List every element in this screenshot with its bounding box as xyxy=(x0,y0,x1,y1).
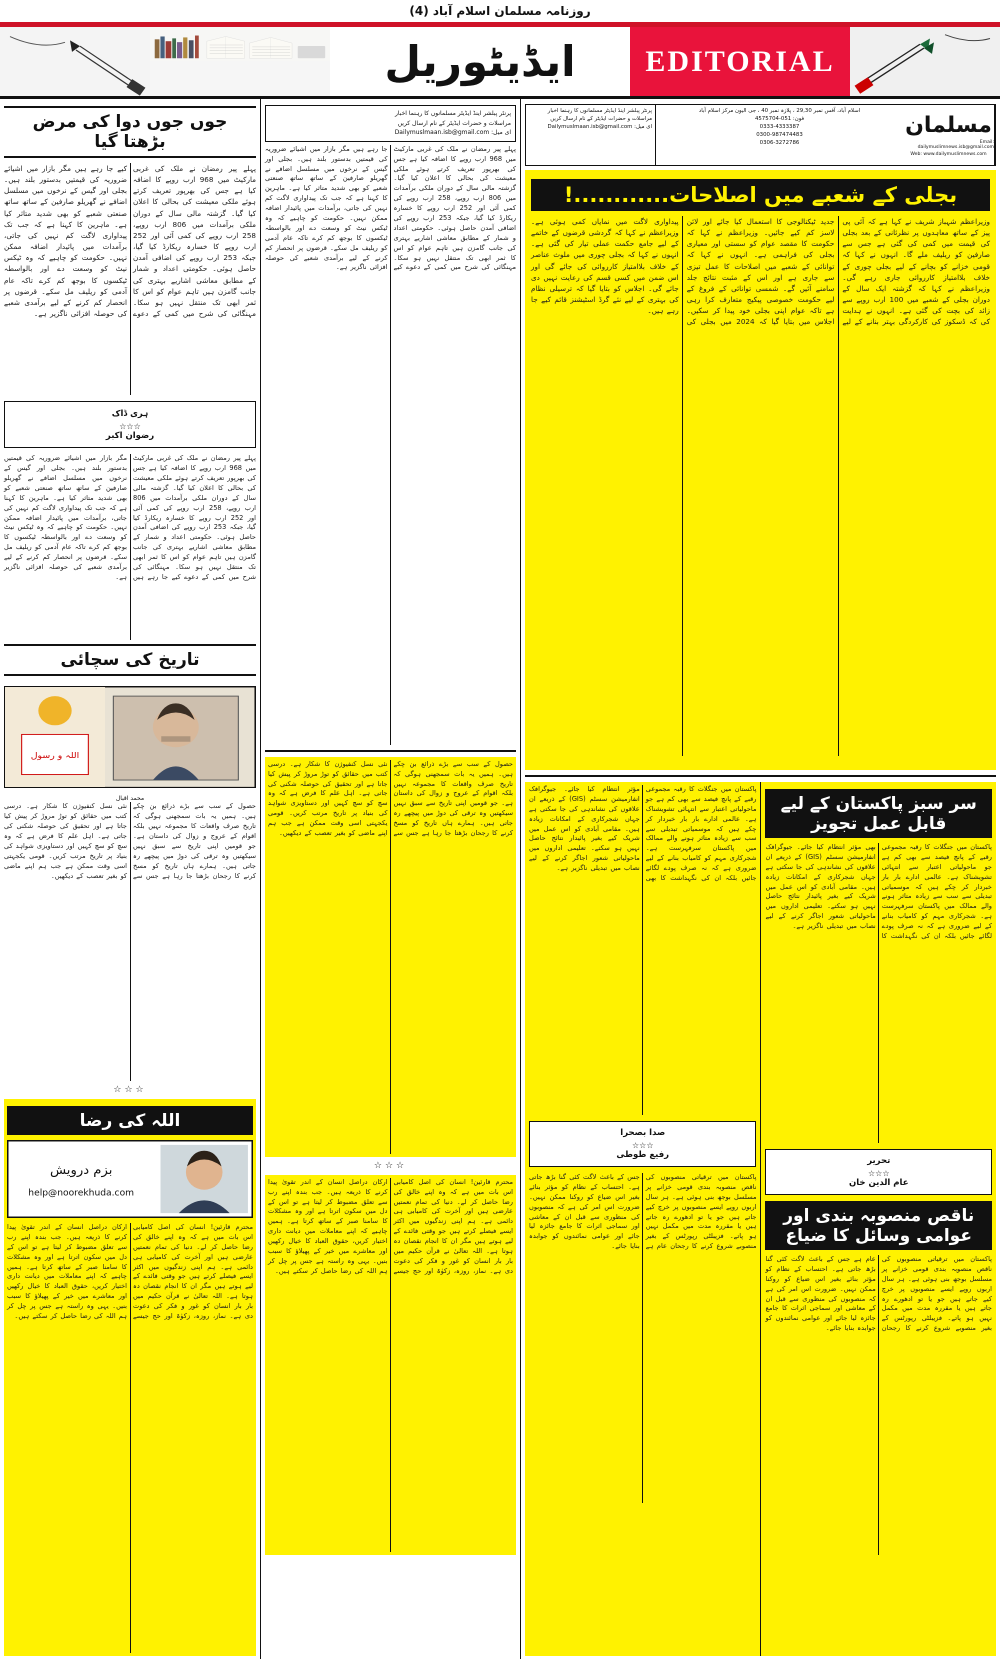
masthead-web: Web: www.dailymuslimnews.com xyxy=(910,152,987,157)
column-cyber-left xyxy=(525,782,760,1656)
allah-author-photo xyxy=(7,1140,253,1218)
history-photo-caption: محمد اقبال xyxy=(115,795,145,803)
contact-ad-line-3: ای میل: Dailymuslmaan.isb@gmail.com xyxy=(394,129,511,137)
electricity-headline: بجلی کے شعبے میں اصلاحات............! xyxy=(531,179,990,211)
electricity-body: وزیراعظم شہباز شریف نے کہا ہے کہ آئی پی پیز کے ساتھ معاہدوں پر نظرثانی کے بعد بجلی کی قیمت میں کمی کی گئی ہے جس سے صارفین کو ریلیف ملے گا۔ انہوں نے کہا کہ قومی خزانے کو بچانے کے لیے بجلی چوری کے خلاف بلاامتیاز کارروائی جاری رہے گی۔ وزیراعظم نے کہا کہ گزشتہ ایک سال کے دوران بجلی کے شعبے میں 100 ارب روپے سے زائد کی بچت کی گئی ہے۔ انہوں نے ہدایت کی کہ ڈسکوز کی کارکردگی بہتر بنانے کے لیے جدید ٹیکنالوجی کا استعمال کیا جائے اور لائن لاسز کم کیے جائیں۔ وزیراعظم نے کہا کہ حکومت کا مقصد عوام کو سستی اور معیاری بجلی کی فراہمی ہے۔ انہوں نے کہا کہ توانائی کے شعبے میں اصلاحات کا عمل تیزی سے جاری ہے اور اس کے مثبت نتائج جلد سامنے آئیں گے۔ شمسی توانائی کے فروغ کے لیے حکومت خصوصی پیکیج متعارف کرا رہی ہے تاکہ عوام اپنی بجلی خود پیدا کر سکیں۔ اجلاس میں بتایا گیا کہ 2024 میں بجلی کی پیداواری لاگت میں نمایاں کمی ہوئی ہے۔ وزیراعظم نے کہا کہ گردشی قرضوں کے خاتمے کے لیے جامع حکمت عملی تیار کی گئی ہے۔ انہوں نے کہا کہ بجلی چوری میں ملوث عناصر کے خلاف بلاامتیاز کارروائی کی جائے گی اور اس ضمن میں کسی قسم کی رعایت نہیں دی جائے گی۔ اجلاس کو بتایا گیا کہ ترسیلی نظام کی بہتری کے لیے نئے گرڈ اسٹیشنز قائم کیے جا رہے ہیں۔ xyxy=(531,217,990,327)
masthead-logo-text: مسلمان xyxy=(905,113,992,138)
history-headline: تاریخ کی سچائی xyxy=(4,644,256,676)
planning-body-continued: پاکستان میں ترقیاتی منصوبوں کی ناقص منصوبہ بندی قومی خزانے پر مسلسل بوجھ بنی ہوئی ہے۔ ہر سال اربوں روپے ایسے منصوبوں پر خرچ کیے جاتے ہیں جو یا تو ادھورے رہ جاتے ہیں یا مقررہ مدت میں مکمل نہیں ہو پاتے۔ فزیبلٹی رپورٹس کے بغیر منصوبے شروع کرنے کا رجحان عام ہے جس کے باعث لاگت کئی گنا بڑھ جاتی ہے۔ احتساب کے نظام کو مؤثر بنائے بغیر اس ضیاع کو روکنا ممکن نہیں۔ ضرورت اس امر کی ہے کہ منصوبوں کی منظوری سے قبل ان کے معاشی اور سماجی اثرات کا جامع جائزہ لیا جائے اور عوامی نمائندوں کو جوابدہ بنایا جائے۔ xyxy=(529,1173,757,1251)
pen-illustration-left xyxy=(850,27,1000,96)
cyber-author-box xyxy=(765,1149,992,1195)
middle-body-bottom: حصول کے سب سے بڑے ذرائع بن چکے ہیں۔ ہمیں یہ بات سمجھنی ہوگی کہ تاریخ صرف واقعات کا مجموعہ نہیں بلکہ اقوام کے عروج و زوال کی داستان ہے۔ جو قومیں اپنی تاریخ سے سبق نہیں سیکھتیں وہ ترقی کی دوڑ میں پیچھے رہ جاتی ہیں۔ ہمارے ہاں تاریخ کو مسخ کرنے کا رجحان بڑھتا جا رہا ہے جس سے نئی نسل کنفیوژن کا شکار ہے۔ درسی کتب میں حقائق کو توڑ مروڑ کر پیش کیا جاتا ہے اور تحقیق کی حوصلہ شکنی کی جاتی ہے۔ اہل علم کا فرض ہے کہ وہ سچ کو سچ کہیں اور دستاویزی شواہد کی بنیاد پر تاریخ مرتب کریں۔ قومی یکجہتی اسی وقت ممکن ہے جب ہم اپنے ماضی کو بغیر تعصب کے دیکھیں۔ xyxy=(265,757,516,1157)
masthead-ad-contact xyxy=(656,105,903,165)
planning-body: پاکستان میں ترقیاتی منصوبوں کی ناقص منصوبہ بندی قومی خزانے پر مسلسل بوجھ بنی ہوئی ہے۔ ہر سال اربوں روپے ایسے منصوبوں پر خرچ کیے جاتے ہیں جو یا تو ادھورے رہ جاتے ہیں یا مقررہ مدت میں مکمل نہیں ہو پاتے۔ فزیبلٹی رپورٹس کے بغیر منصوبے شروع کرنے کا رجحان عام ہے جس کے باعث لاگت کئی گنا بڑھ جاتی ہے۔ احتساب کے نظام کو مؤثر بنائے بغیر اس ضیاع کو روکنا ممکن نہیں۔ ضرورت اس امر کی ہے کہ منصوبوں کی منظوری سے قبل ان کے معاشی اور سماجی اثرات کا جامع جائزہ لیا جائے اور عوامی نمائندوں کو جوابدہ بنایا جائے۔ xyxy=(765,1255,992,1333)
cyber-box-stars: ☆☆☆ xyxy=(867,1169,890,1178)
masthead-logo xyxy=(903,105,995,165)
page-content xyxy=(0,99,1000,1659)
medicine-body: پہلے پیر رمضان نے ملک کی غربی مارکیٹ میں 968 ارب روپے کا اضافہ کیا ہے جس کی بھرپور تعریف کرتے ہوئے ملکی معیشت کی بحالی کا اعلان کیا گیا۔ گزشتہ مالی سال کے دوران ملکی برآمدات میں 806 ارب روپے، 258 ارب روپے کی کمی آئی اور 252 ارب روپے کا خسارہ ریکارڈ کیا گیا، جبکہ 253 ارب روپے کی اضافی آمدن حاصل ہوئی۔ حکومتی اعداد و شمار کے مطابق معاشی اشاریے بہتری کی جانب گامزن ہیں تاہم عوام کو اس کا ثمر ابھی تک منتقل نہیں ہو سکا۔ مہنگائی کی شرح میں کمی کے دعوے کیے جا رہے ہیں مگر بازار میں اشیائے ضروریہ کی قیمتیں بدستور بلند ہیں۔ بجلی اور گیس کے نرخوں میں مسلسل اضافے نے گھریلو صارفین کے ساتھ ساتھ صنعتی شعبے کو بھی شدید متاثر کیا ہے۔ ماہرین کا کہنا ہے کہ جب تک پیداواری لاگت کم نہیں کی جاتی، برآمدات میں پائیدار اضافہ ممکن نہیں۔ حکومت کو چاہیے کہ وہ ٹیکس نیٹ کو وسعت دے اور بالواسطہ ٹیکسوں کا بوجھ کم کرے تاکہ عام آدمی کو ریلیف مل سکے۔ قرضوں پر انحصار کم کرنے کے لیے برآمدی شعبے کی حوصلہ افزائی ناگزیر ہے۔ xyxy=(4,164,257,319)
medicine-headline: جوں جوں دوا کی مرض بڑھتا گیا xyxy=(4,106,256,158)
column-cyber xyxy=(760,782,996,1656)
middle-body-bottom-2: محترم قارئین! انسان کی اصل کامیابی اس بات میں ہے کہ وہ اپنے خالق کی رضا حاصل کر لے۔ دنیا کی تمام نعمتیں عارضی ہیں اور آخرت کی کامیابی ہی دائمی ہے۔ ہم اپنی زندگیوں میں اکثر ایسے فیصلے کرتے ہیں جو وقتی فائدے کے لیے ہوتے ہیں مگر ان کا انجام نقصان دہ ہوتا ہے۔ اللہ تعالیٰ نے قرآن حکیم میں بار بار انسان کو غور و فکر کی دعوت دی ہے۔ نماز، روزہ، زکوٰۃ اور حج جیسے ارکان دراصل انسان کے اندر تقویٰ پیدا کرنے کا ذریعہ ہیں۔ جب بندہ اپنے رب سے تعلق مضبوط کر لیتا ہے تو اس کے دل میں سکون اترتا ہے اور وہ مشکلات کا سامنا صبر کے ساتھ کرتا ہے۔ ہمیں چاہیے کہ اپنے معاملات میں دیانت داری اختیار کریں، حقوق العباد کا خیال رکھیں اور معاشرے میں خیر کے پھیلاؤ کا سبب بنیں۔ یہی وہ راستہ ہے جس پر چل کر ہم اللہ کی رضا حاصل کر سکتے ہیں۔ xyxy=(265,1175,516,1555)
stars-separator: ☆☆☆ xyxy=(373,1160,408,1171)
publisher-line-1: پرنٹر پبلشر اینڈ ایڈیٹر مسلمانوں کا رہنما اخبار xyxy=(547,108,652,114)
page-header-strip xyxy=(0,0,1000,22)
medicine-body-cont: پہلے پیر رمضان نے ملک کی غربی مارکیٹ میں 968 ارب روپے کا اضافہ کیا ہے جس کی بھرپور تعریف کرتے ہوئے ملکی معیشت کی بحالی کا اعلان کیا گیا۔ گزشتہ مالی سال کے دوران ملکی برآمدات میں 806 ارب روپے، 258 ارب روپے کی کمی آئی اور 252 ارب روپے کا خسارہ ریکارڈ کیا گیا، جبکہ 253 ارب روپے کی اضافی آمدن حاصل ہوئی۔ حکومتی اعداد و شمار کے مطابق معاشی اشاریے بہتری کی جانب گامزن ہیں تاہم عوام کو اس کا ثمر ابھی تک منتقل نہیں ہو سکا۔ مہنگائی کی شرح میں کمی کے دعوے کیے جا رہے ہیں مگر بازار میں اشیائے ضروریہ کی قیمتیں بدستور بلند ہیں۔ بجلی اور گیس کے نرخوں میں مسلسل اضافے نے گھریلو صارفین کے ساتھ ساتھ صنعتی شعبے کو بھی شدید متاثر کیا ہے۔ ماہرین کا کہنا ہے کہ جب تک پیداواری لاگت کم نہیں کی جاتی، برآمدات میں پائیدار اضافہ ممکن نہیں۔ حکومت کو چاہیے کہ وہ ٹیکس نیٹ کو وسعت دے اور بالواسطہ ٹیکسوں کا بوجھ کم کرے تاکہ عام آدمی کو ریلیف مل سکے۔ قرضوں پر انحصار کم کرنے کے لیے برآمدی شعبے کی حوصلہ افزائی ناگزیر ہے۔ xyxy=(4,454,256,581)
svg-text:بزم درویش: بزم درویش xyxy=(49,1163,113,1179)
history-author-photo xyxy=(4,686,256,788)
divider-middle xyxy=(265,750,516,752)
medicine-note-author: رضوان اکبر xyxy=(105,431,155,442)
page-header-text: روزنامہ مسلمان اسلام آباد (4) xyxy=(409,4,591,18)
ad-phone-2: 0333-4333387 xyxy=(759,124,800,131)
ad-phone-1: فون: 051-4575704 xyxy=(754,116,805,123)
allah-headline: اللہ کی رضا xyxy=(7,1106,253,1135)
ad-phone-3: 0300-987474483 xyxy=(756,132,803,139)
ad-address: اسلام آباد، آفس نمبر 29,30 ، پلازہ نمبر 40 ، جی الیون مرکز اسلام آباد xyxy=(698,108,861,114)
masthead-email: Email: dailymuslimnews.isb@gmail.com xyxy=(917,140,994,150)
medicine-author-box xyxy=(4,401,256,448)
masthead-ad xyxy=(525,104,996,166)
contact-ad xyxy=(265,105,516,142)
editorial-title-urdu: ایڈیٹوریل xyxy=(330,27,630,96)
publisher-line-3: ای میل: Dailymuslmaan.isb@gmail.com xyxy=(547,124,652,131)
editorial-title-english: EDITORIAL xyxy=(630,27,850,96)
cyber-headline: سر سبز پاکستان کے لیے قابل عمل تجویز xyxy=(765,789,992,838)
editorial-banner xyxy=(0,27,1000,99)
contact-ad-line-2: مراسلات و حضرات ایڈیٹر کے نام ارسال کریں xyxy=(397,119,511,127)
mini-box-stars: ☆☆☆ xyxy=(631,1141,654,1150)
cyber-box-title: تحریر xyxy=(867,1156,891,1166)
cyber-body-continued: پاکستان میں جنگلات کا رقبہ مجموعی رقبے کے پانچ فیصد سے بھی کم ہے جو ماحولیاتی اعتبار سے انتہائی تشویشناک ہے۔ عالمی ادارے بار بار خبردار کر چکے ہیں کہ موسمیاتی تبدیلی سے سب سے زیادہ متاثر ہونے والے ممالک میں پاکستان سرفہرست ہے۔ شجرکاری مہم کو کامیاب بنانے کے لیے ضروری ہے کہ نہ صرف پودے لگائے جائیں بلکہ ان کی نگہداشت کا بھی مؤثر انتظام کیا جائے۔ جیوگرافک انفارمیشن سسٹم (GIS) کے ذریعے ان علاقوں کی نشاندہی کی جا سکتی ہے جہاں شجرکاری کے امکانات زیادہ ہیں۔ مقامی آبادی کو اس عمل میں شریک کیے بغیر پائیدار نتائج حاصل نہیں ہو سکتے۔ تعلیمی اداروں میں ماحولیاتی شعور اجاگر کرنے کے لیے نصاب میں تبدیلی ناگزیر ہے۔ xyxy=(529,785,757,883)
divider xyxy=(525,775,996,777)
masthead-ad-publisher xyxy=(526,105,656,165)
books-illustration xyxy=(150,27,330,96)
history-body: حصول کے سب سے بڑے ذرائع بن چکے ہیں۔ ہمیں یہ بات سمجھنی ہوگی کہ تاریخ صرف واقعات کا مجموعہ نہیں بلکہ اقوام کے عروج و زوال کی داستان ہے۔ جو قومیں اپنی تاریخ سے سبق نہیں سیکھتیں وہ ترقی کی دوڑ میں پیچھے رہ جاتی ہیں۔ ہمارے ہاں تاریخ کو مسخ کرنے کا رجحان بڑھتا جا رہا ہے جس سے نئی نسل کنفیوژن کا شکار ہے۔ درسی کتب میں حقائق کو توڑ مروڑ کر پیش کیا جاتا ہے اور تحقیق کی حوصلہ شکنی کی جاتی ہے۔ اہل علم کا فرض ہے کہ وہ سچ کو سچ کہیں اور دستاویزی شواہد کی بنیاد پر تاریخ مرتب کریں۔ قومی یکجہتی اسی وقت ممکن ہے جب ہم اپنے ماضی کو بغیر تعصب کے دیکھیں۔ xyxy=(4,802,256,880)
contact-ad-line-1: پرنٹر پبلشر اینڈ ایڈیٹر مسلمانوں کا رہنما اخبار xyxy=(395,110,511,117)
allah-body: محترم قارئین! انسان کی اصل کامیابی اس بات میں ہے کہ وہ اپنے خالق کی رضا حاصل کر لے۔ دنیا کی تمام نعمتیں عارضی ہیں اور آخرت کی کامیابی ہی دائمی ہے۔ ہم اپنی زندگیوں میں اکثر ایسے فیصلے کرتے ہیں جو وقتی فائدے کے لیے ہوتے ہیں مگر ان کا انجام نقصان دہ ہوتا ہے۔ اللہ تعالیٰ نے قرآن حکیم میں بار بار انسان کو غور و فکر کی دعوت دی ہے۔ نماز، روزہ، زکوٰۃ اور حج جیسے ارکان دراصل انسان کے اندر تقویٰ پیدا کرنے کا ذریعہ ہیں۔ جب بندہ اپنے رب سے تعلق مضبوط کر لیتا ہے تو اس کے دل میں سکون اترتا ہے اور وہ مشکلات کا سامنا صبر کے ساتھ کرتا ہے۔ ہمیں چاہیے کہ اپنے معاملات میں دیانت داری اختیار کریں، حقوق العباد کا خیال رکھیں اور معاشرے میں خیر کے پھیلاؤ کا سبب بنیں۔ یہی وہ راستہ ہے جس پر چل کر ہم اللہ کی رضا حاصل کر سکتے ہیں۔ xyxy=(7,1223,253,1321)
mini-box xyxy=(529,1121,756,1167)
svg-text:help@noorekhuda.com: help@noorekhuda.com xyxy=(28,1188,135,1199)
ad-phone-4: 0306-3272786 xyxy=(759,140,800,147)
column-middle xyxy=(260,99,520,1659)
mini-box-title: صدا بصحرا xyxy=(620,1128,666,1138)
svg-text:اللہ و رسول: اللہ و رسول xyxy=(30,751,80,761)
medicine-note-1: ہری ڈاک xyxy=(111,409,149,420)
medicine-note-stars: ☆☆☆ xyxy=(119,422,141,432)
cyber-body: پاکستان میں جنگلات کا رقبہ مجموعی رقبے کے پانچ فیصد سے بھی کم ہے جو ماحولیاتی اعتبار سے انتہائی تشویشناک ہے۔ عالمی ادارے بار بار خبردار کر چکے ہیں کہ موسمیاتی تبدیلی سے سب سے زیادہ متاثر ہونے والے ممالک میں پاکستان سرفہرست ہے۔ شجرکاری مہم کو کامیاب بنانے کے لیے ضروری ہے کہ نہ صرف پودے لگائے جائیں بلکہ ان کی نگہداشت کا بھی مؤثر انتظام کیا جائے۔ جیوگرافک انفارمیشن سسٹم (GIS) کے ذریعے ان علاقوں کی نشاندہی کی جا سکتی ہے جہاں شجرکاری کے امکانات زیادہ ہیں۔ مقامی آبادی کو اس عمل میں شریک کیے بغیر پائیدار نتائج حاصل نہیں ہو سکتے۔ تعلیمی اداروں میں ماحولیاتی شعور اجاگر کرنے کے لیے نصاب میں تبدیلی ناگزیر ہے۔ xyxy=(765,843,992,941)
stars-separator-2: ☆☆☆ xyxy=(113,1085,147,1095)
middle-body-top: پہلے پیر رمضان نے ملک کی غربی مارکیٹ میں 968 ارب روپے کا اضافہ کیا ہے جس کی بھرپور تعریف کرتے ہوئے ملکی معیشت کی بحالی کا اعلان کیا گیا۔ گزشتہ مالی سال کے دوران ملکی برآمدات میں 806 ارب روپے، 258 ارب روپے کی کمی آئی اور 252 ارب روپے کا خسارہ ریکارڈ کیا گیا، جبکہ 253 ارب روپے کی اضافی آمدن حاصل ہوئی۔ حکومتی اعداد و شمار کے مطابق معاشی اشاریے بہتری کی جانب گامزن ہیں تاہم عوام کو اس کا ثمر ابھی تک منتقل نہیں ہو سکا۔ مہنگائی کی شرح میں کمی کے دعوے کیے جا رہے ہیں مگر بازار میں اشیائے ضروریہ کی قیمتیں بدستور بلند ہیں۔ بجلی اور گیس کے نرخوں میں مسلسل اضافے نے گھریلو صارفین کے ساتھ ساتھ صنعتی شعبے کو بھی شدید متاثر کیا ہے۔ ماہرین کا کہنا ہے کہ جب تک پیداواری لاگت کم نہیں کی جاتی، برآمدات میں پائیدار اضافہ ممکن نہیں۔ حکومت کو چاہیے کہ وہ ٹیکس نیٹ کو وسعت دے اور بالواسطہ ٹیکسوں کا بوجھ کم کرے تاکہ عام آدمی کو ریلیف مل سکے۔ قرضوں پر انحصار کم کرنے کے لیے برآمدی شعبے کی حوصلہ افزائی ناگزیر ہے۔ xyxy=(265,144,517,272)
electricity-editorial xyxy=(525,170,996,770)
pen-illustration-right xyxy=(0,27,150,96)
mini-box-author: رفیع طوطی xyxy=(616,1150,670,1160)
publisher-line-2: مراسلات و حضرات ایڈیٹر کے نام ارسال کریں xyxy=(550,116,652,123)
cyber-box-author: عام الدین خان xyxy=(848,1178,909,1188)
column-left xyxy=(0,99,260,1659)
planning-headline: ناقص منصوبہ بندی اور عوامی وسائل کا ضیاع xyxy=(765,1201,992,1250)
column-right-main xyxy=(520,99,1000,1659)
